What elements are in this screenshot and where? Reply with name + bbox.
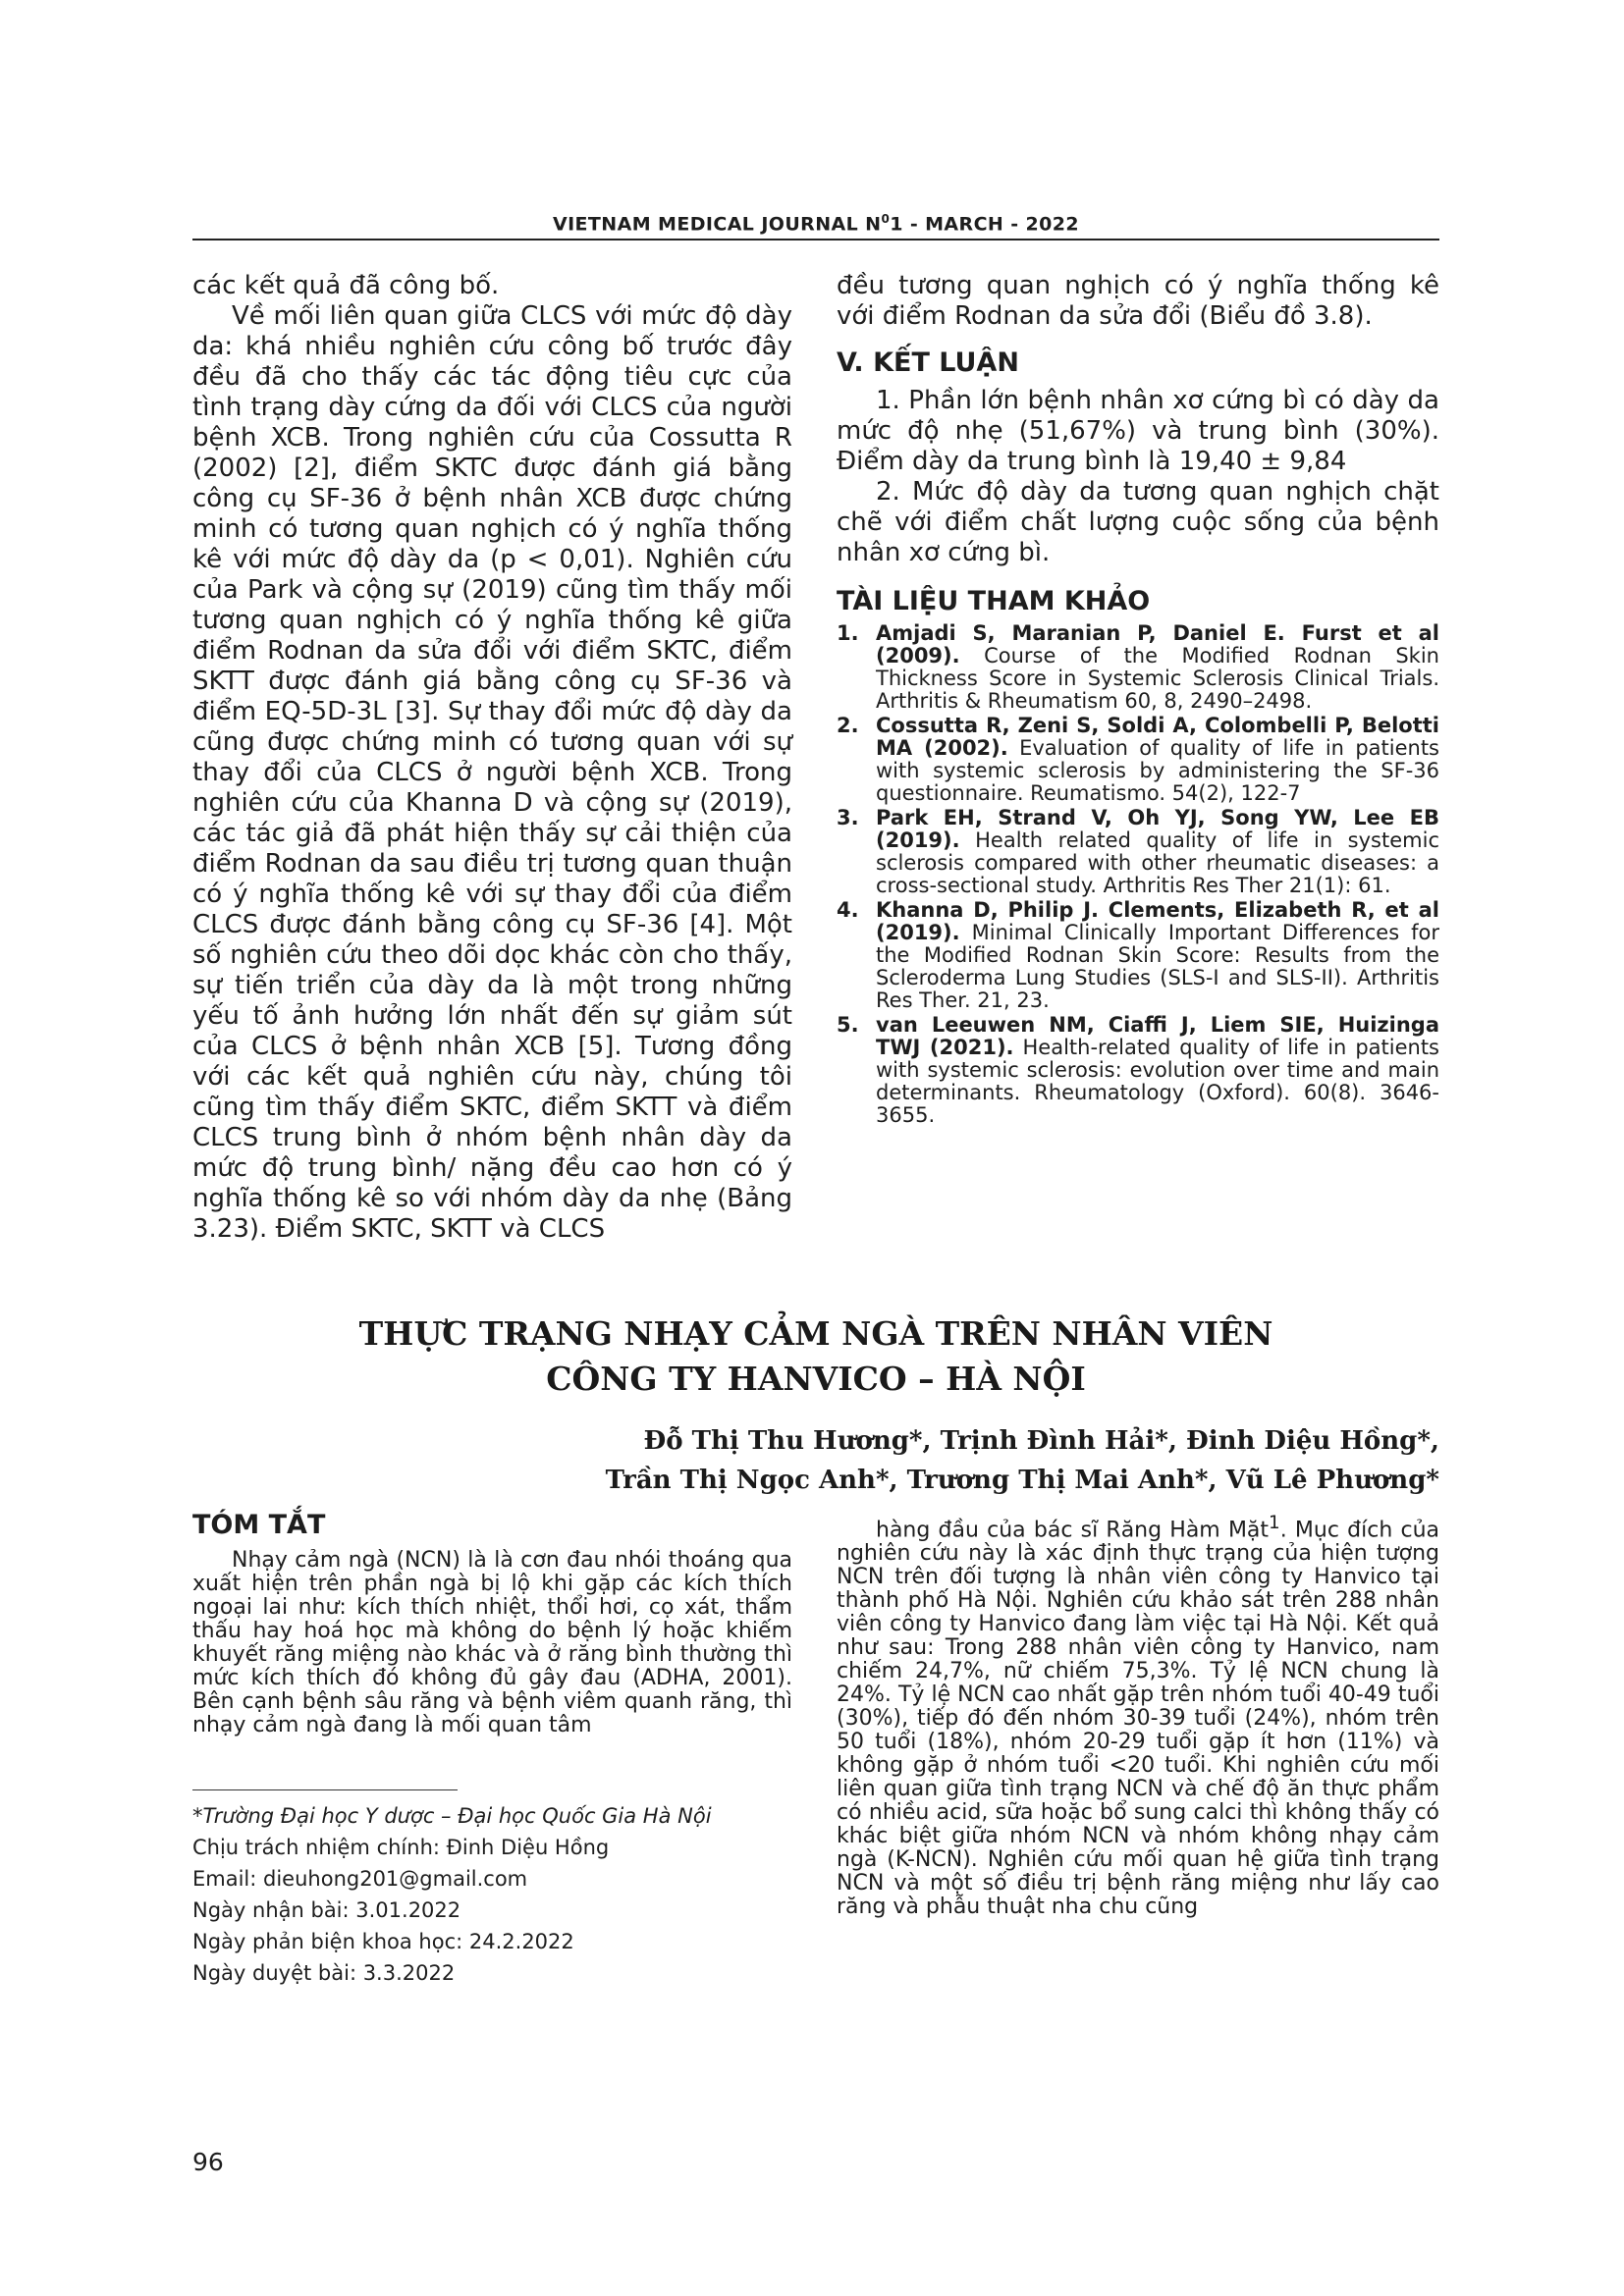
reference-text: Minimal Clinically Important Differences for the Modified Rodnan Skin Score: Results from the Scleroderma Lung Studies (SLS-I and SLS-II). Arthritis Res Ther. 21, 23. — [876, 921, 1439, 1012]
paragraph: các kết quả đã công bố. — [192, 271, 500, 300]
article-title — [192, 1311, 1439, 1402]
running-head-sup: 0 — [881, 212, 891, 226]
footnote-reviewed: Ngày phản biện khoa học: 24.2.2022 — [192, 1930, 574, 1953]
reference-number: 3. — [837, 806, 859, 829]
reference-number: 1. — [837, 621, 859, 645]
footnote-received: Ngày nhận bài: 3.01.2022 — [192, 1898, 461, 1922]
running-head-text: VIETNAM MEDICAL JOURNAL N — [552, 213, 882, 236]
reference-item — [837, 899, 1439, 1012]
reference-item — [837, 1014, 1439, 1127]
reference-number: 2. — [837, 714, 859, 737]
authors-line: Đỗ Thị Thu Hương*, Trịnh Đình Hải*, Đinh Diệu Hồng*, — [643, 1426, 1439, 1456]
footnote-email: Email: dieuhong201@gmail.com — [192, 1867, 528, 1891]
article-title-line: THỰC TRẠNG NHẠY CẢM NGÀ TRÊN NHÂN VIÊN — [358, 1314, 1273, 1353]
footnote — [192, 1800, 792, 1989]
paragraph: Về mối liên quan giữa CLCS với mức độ dày da: khá nhiều nghiên cứu công bố trước đây đều đã cho thấy các tác động tiêu cực của tình trạng dày cứng da đối với CLCS của người bệnh XCB. Trong nghiên cứu của Cossutta R (2002) [2], điểm SKTC được đánh giá bằng công cụ SF-36 ở bệnh nhân XCB được chứng minh có tương quan nghịch có ý nghĩa thống kê với mức độ dày da (p < 0,01). Nghiên cứu của Park và cộng sự (2019) cũng tìm thấy mối tương quan nghịch có ý nghĩa thống kê giữa điểm Rodnan da sửa đổi với điểm SKTC, điểm SKTT được đánh giá bằng công cụ SF-36 và điểm EQ-5D-3L [3]. Sự thay đổi mức độ dày da cũng được chứng minh có tương quan với sự thay đổi của CLCS ở người bệnh XCB. Trong nghiên cứu của Khanna D và cộng sự (2019), các tác giả đã phát hiện thấy sự cải thiện của điểm Rodnan da sau điều trị tương quan thuận có ý nghĩa thống kê với sự thay đổi của điểm CLCS được đánh bằng công cụ SF-36 [4]. Một số nghiên cứu theo dõi dọc khác còn cho thấy, sự tiến triển của dày da là một trong những yếu tố ảnh hưởng lớn nhất đến sự giảm sút của CLCS ở bệnh nhân XCB [5]. Tương đồng với các kết quả nghiên cứu này, chúng tôi cũng tìm thấy điểm SKTC, điểm SKTT và điểm CLCS trung bình ở nhóm bệnh nhân dày da mức độ trung bình/ nặng đều cao hơn có ý nghĩa thống kê so với nhóm dày da nhẹ (Bảng 3.23). Điểm SKTC, SKTT và CLCS — [192, 301, 792, 1244]
reference-authors: Amjadi S, Maranian P, Daniel E. Furst et al (2009). — [876, 621, 1439, 667]
left-column-top — [192, 271, 792, 1245]
references-heading: TÀI LIỆU THAM KHẢO — [837, 586, 1151, 616]
reference-text: Health-related quality of life in patients with systemic sclerosis: evolution over time and main determinants. Rheumatology (Oxford). 60(8). 3646-3655. — [876, 1036, 1440, 1127]
footnote-rule — [192, 1789, 458, 1790]
citation-superscript: 1 — [1269, 1513, 1280, 1533]
conclusion-item: 1. Phần lớn bệnh nhân xơ cứng bì có dày da mức độ nhẹ (51,67%) và trung bình (30%). Điểm dày da trung bình là 19,40 ± 9,84 — [837, 386, 1439, 476]
reference-item — [837, 715, 1439, 805]
abstract-paragraph — [837, 1512, 1439, 1919]
abstract-heading: TÓM TẮT — [192, 1510, 326, 1540]
reference-authors: Khanna D, Philip J. Clements, Elizabeth R, et al (2019). — [876, 898, 1439, 944]
authors-line: Trần Thị Ngọc Anh*, Trương Thị Mai Anh*, Vũ Lê Phương* — [605, 1466, 1439, 1495]
reference-item — [837, 622, 1439, 713]
paragraph: đều tương quan nghịch có ý nghĩa thống kê với điểm Rodnan da sửa đổi (Biểu đồ 3.8). — [837, 271, 1439, 331]
page-number: 96 — [192, 2148, 224, 2176]
reference-item — [837, 807, 1439, 897]
reference-authors: Cossutta R, Zeni S, Soldi A, Colombelli P, Belotti MA (2002). — [876, 714, 1439, 760]
abstract-text: . Mục đích của nghiên cứu này là xác định thực trạng của hiện tượng NCN trên đối tượng là nhân viên công ty Hanvico tại thành phố Hà Nội. Nghiên cứu khảo sát trên 288 nhân viên công ty Hanvico đang làm việc tại Hà Nội. Kết quả như sau: Trong 288 nhân viên công ty Hanvico, nam chiếm 24,7%, nữ chiếm 75,3%. Tỷ lệ NCN chung là 24%. Tỷ lệ NCN cao nhất gặp trên nhóm tuổi 40-49 tuổi (30%), tiếp đó đến nhóm 30-39 tuổi (24%), nhóm trên 50 tuổi (18%), nhóm 20-29 tuổi gặp ít hơn (11%) và không gặp ở nhóm tuổi <20 tuổi. Khi nghiên cứu mối liên quan giữa tình trạng NCN và chế độ ăn thực phẩm có nhiều acid, sữa hoặc bổ sung calci thì không thấy có khác biệt giữa nhóm NCN và nhóm không nhạy cảm ngà (K-NCN). Nghiên cứu mối quan hệ giữa tình trạng NCN và một số điều trị bệnh răng miệng như lấy cao răng và phẫu thuật nha chu cũng — [837, 1518, 1439, 1920]
reference-text: Evaluation of quality of life in patients with systemic sclerosis by administering the SF-36 questionnaire. Reumatismo. 54(2), 122-7 — [876, 736, 1439, 805]
right-column-top — [837, 271, 1439, 1129]
abstract-text: hàng đầu của bác sĩ Răng Hàm Mặt — [876, 1518, 1270, 1543]
reference-number: 5. — [837, 1013, 859, 1037]
reference-authors: Park EH, Strand V, Oh YJ, Song YW, Lee EB (2019). — [876, 806, 1439, 852]
footnote-responsible: Chịu trách nhiệm chính: Đinh Diệu Hồng — [192, 1836, 610, 1859]
article-authors — [511, 1421, 1439, 1500]
reference-number: 4. — [837, 898, 859, 922]
running-head-rest: 1 - MARCH - 2022 — [890, 213, 1080, 236]
reference-text: Course of the Modified Rodnan Skin Thickness Score in Systemic Sclerosis Clinical Trials. Arthritis & Rheumatism 60, 8, 2490–2498. — [876, 644, 1439, 713]
reference-list — [837, 622, 1439, 1127]
section-heading-conclusion: V. KẾT LUẬN — [837, 347, 1019, 378]
conclusion-item: 2. Mức độ dày da tương quan nghịch chặt chẽ với điểm chất lượng cuộc sống của bệnh nhân xơ cứng bì. — [837, 477, 1439, 567]
footnote-affiliation: *Trường Đại học Y dược – Đại học Quốc Gia Hà Nội — [192, 1804, 712, 1828]
reference-text: Health related quality of life in systemic sclerosis compared with other rheumatic diseases: a cross-sectional study. Arthritis Res Ther 21(1): 61. — [876, 828, 1439, 897]
abstract-left-column — [192, 1510, 792, 1737]
article-title-line: CÔNG TY HANVICO – HÀ NỘI — [546, 1360, 1086, 1398]
footnote-accepted: Ngày duyệt bài: 3.3.2022 — [192, 1961, 456, 1985]
header-rule — [192, 239, 1439, 240]
abstract-right-column — [837, 1512, 1439, 1919]
abstract-paragraph: Nhạy cảm ngà (NCN) là là cơn đau nhói thoáng qua xuất hiện trên phần ngà bị lộ khi gặp các kích thích ngoại lai như: kích thích nhiệt, thổi hơi, cọ xát, thẩm thấu hay hoá học mà không do bệnh lý hoặc khiếm khuyết răng miệng nào khác và ở răng bình thường thì mức kích thích đó không đủ gây đau (ADHA, 2001). Bên cạnh bệnh sâu răng và bệnh viêm quanh răng, thì nhạy cảm ngà đang là mối quan tâm — [192, 1548, 792, 1737]
reference-authors: van Leeuwen NM, Ciaffi J, Liem SIE, Huizinga TWJ (2021). — [876, 1013, 1439, 1059]
running-head — [192, 212, 1439, 235]
